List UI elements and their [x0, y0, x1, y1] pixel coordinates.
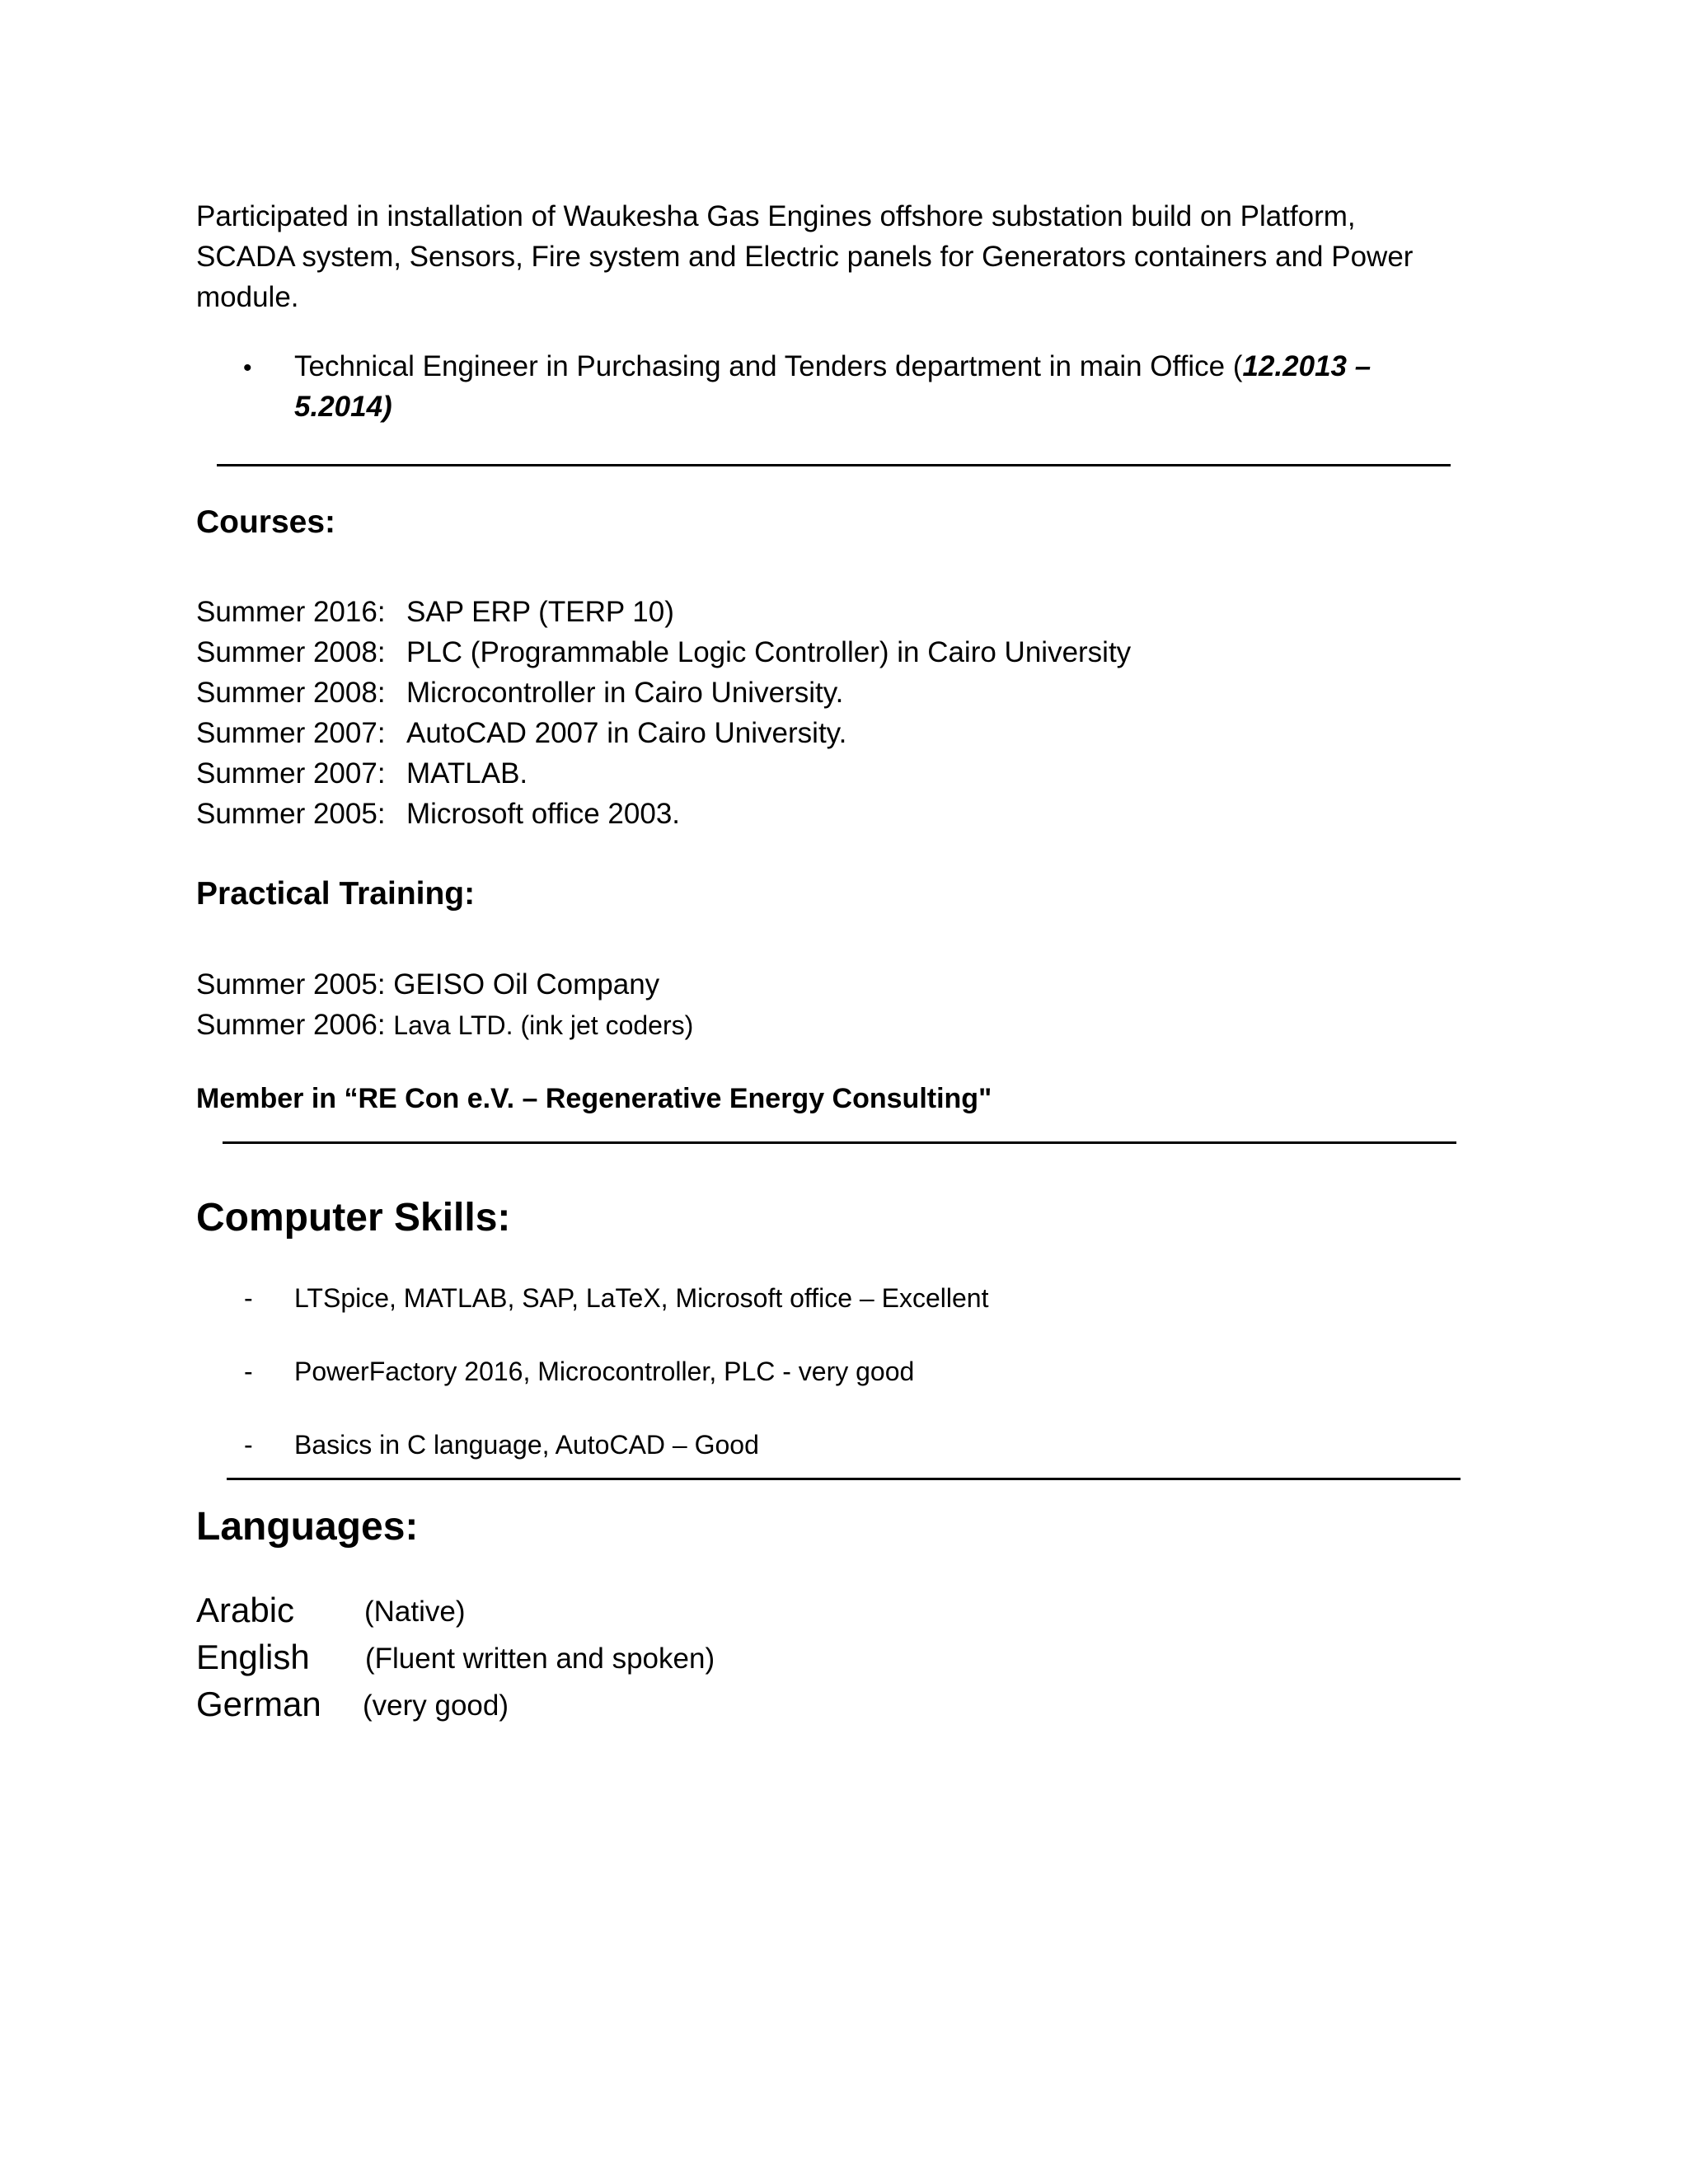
- course-item: [196, 794, 1131, 834]
- course-term: Summer 2008:: [196, 677, 386, 709]
- course-title: SAP ERP (TERP 10): [406, 596, 674, 628]
- training-list: [196, 964, 693, 1046]
- course-term: Summer 2008:: [196, 636, 386, 668]
- experience-bullet-item: [243, 346, 252, 388]
- course-item: [196, 753, 1131, 794]
- training-term: Summer 2006:: [196, 1009, 386, 1041]
- section-divider: [217, 464, 1451, 466]
- bullet-date-start: 12.2013 –: [1242, 350, 1372, 382]
- dash-marker: -: [244, 1357, 253, 1386]
- course-term: Summer 2007:: [196, 757, 386, 790]
- skill-text: Basics in C language, AutoCAD – Good: [294, 1430, 759, 1460]
- language-level: (Native): [364, 1596, 466, 1628]
- course-title: PLC (Programmable Logic Controller) in Cairo University: [406, 636, 1132, 668]
- skill-item: [244, 1430, 253, 1460]
- language-name: Arabic: [196, 1591, 295, 1629]
- course-title: Microsoft office 2003.: [406, 798, 681, 830]
- bullet-date-end: 5.2014): [294, 391, 392, 423]
- course-title: AutoCAD 2007 in Cairo University.: [406, 717, 847, 749]
- experience-line: module.: [196, 281, 299, 313]
- course-item: [196, 592, 1131, 632]
- experience-bullet-text: [294, 346, 1371, 427]
- bullet-icon: •: [243, 354, 252, 382]
- training-text: GEISO Oil Company: [393, 968, 660, 1001]
- courses-heading: Courses:: [196, 504, 336, 540]
- language-level: (Fluent written and spoken): [365, 1643, 715, 1675]
- course-item: [196, 632, 1131, 673]
- training-item: [196, 964, 693, 1005]
- courses-list: [196, 592, 1131, 834]
- bullet-text: Technical Engineer in Purchasing and Tenders department in main Office (: [294, 350, 1243, 382]
- language-name: English: [196, 1638, 310, 1676]
- skill-text: PowerFactory 2016, Microcontroller, PLC - very good: [294, 1357, 915, 1386]
- course-title: Microcontroller in Cairo University.: [406, 677, 844, 709]
- skill-item: [244, 1357, 253, 1387]
- membership-line: Member in “RE Con e.V. – Regenerative Energy Consulting": [196, 1083, 992, 1114]
- language-level: (very good): [363, 1690, 509, 1722]
- training-text: Lava LTD. (ink jet coders): [393, 1010, 694, 1040]
- course-item: [196, 673, 1131, 713]
- computer-skills-heading: Computer Skills:: [196, 1196, 511, 1240]
- experience-line: Participated in installation of Waukesha Gas Engines offshore substation build on Platform,: [196, 200, 1356, 232]
- experience-line: SCADA system, Sensors, Fire system and Electric panels for Generators containers and Power: [196, 241, 1414, 273]
- dash-marker: -: [244, 1430, 253, 1460]
- practical-training-heading: Practical Training:: [196, 876, 476, 912]
- section-divider: [223, 1141, 1456, 1144]
- section-divider: [227, 1478, 1461, 1480]
- skill-item: [244, 1283, 253, 1314]
- course-term: Summer 2005:: [196, 798, 386, 830]
- skill-text: LTSpice, MATLAB, SAP, LaTeX, Microsoft office – Excellent: [294, 1283, 989, 1313]
- training-item: [196, 1005, 693, 1046]
- languages-heading: Languages:: [196, 1505, 419, 1549]
- language-name: German: [196, 1685, 321, 1723]
- experience-paragraph: [196, 196, 1413, 317]
- course-item: [196, 713, 1131, 753]
- training-term: Summer 2005:: [196, 968, 386, 1001]
- course-term: Summer 2007:: [196, 717, 386, 749]
- course-title: MATLAB.: [406, 757, 528, 790]
- dash-marker: -: [244, 1283, 253, 1313]
- course-term: Summer 2016:: [196, 596, 386, 628]
